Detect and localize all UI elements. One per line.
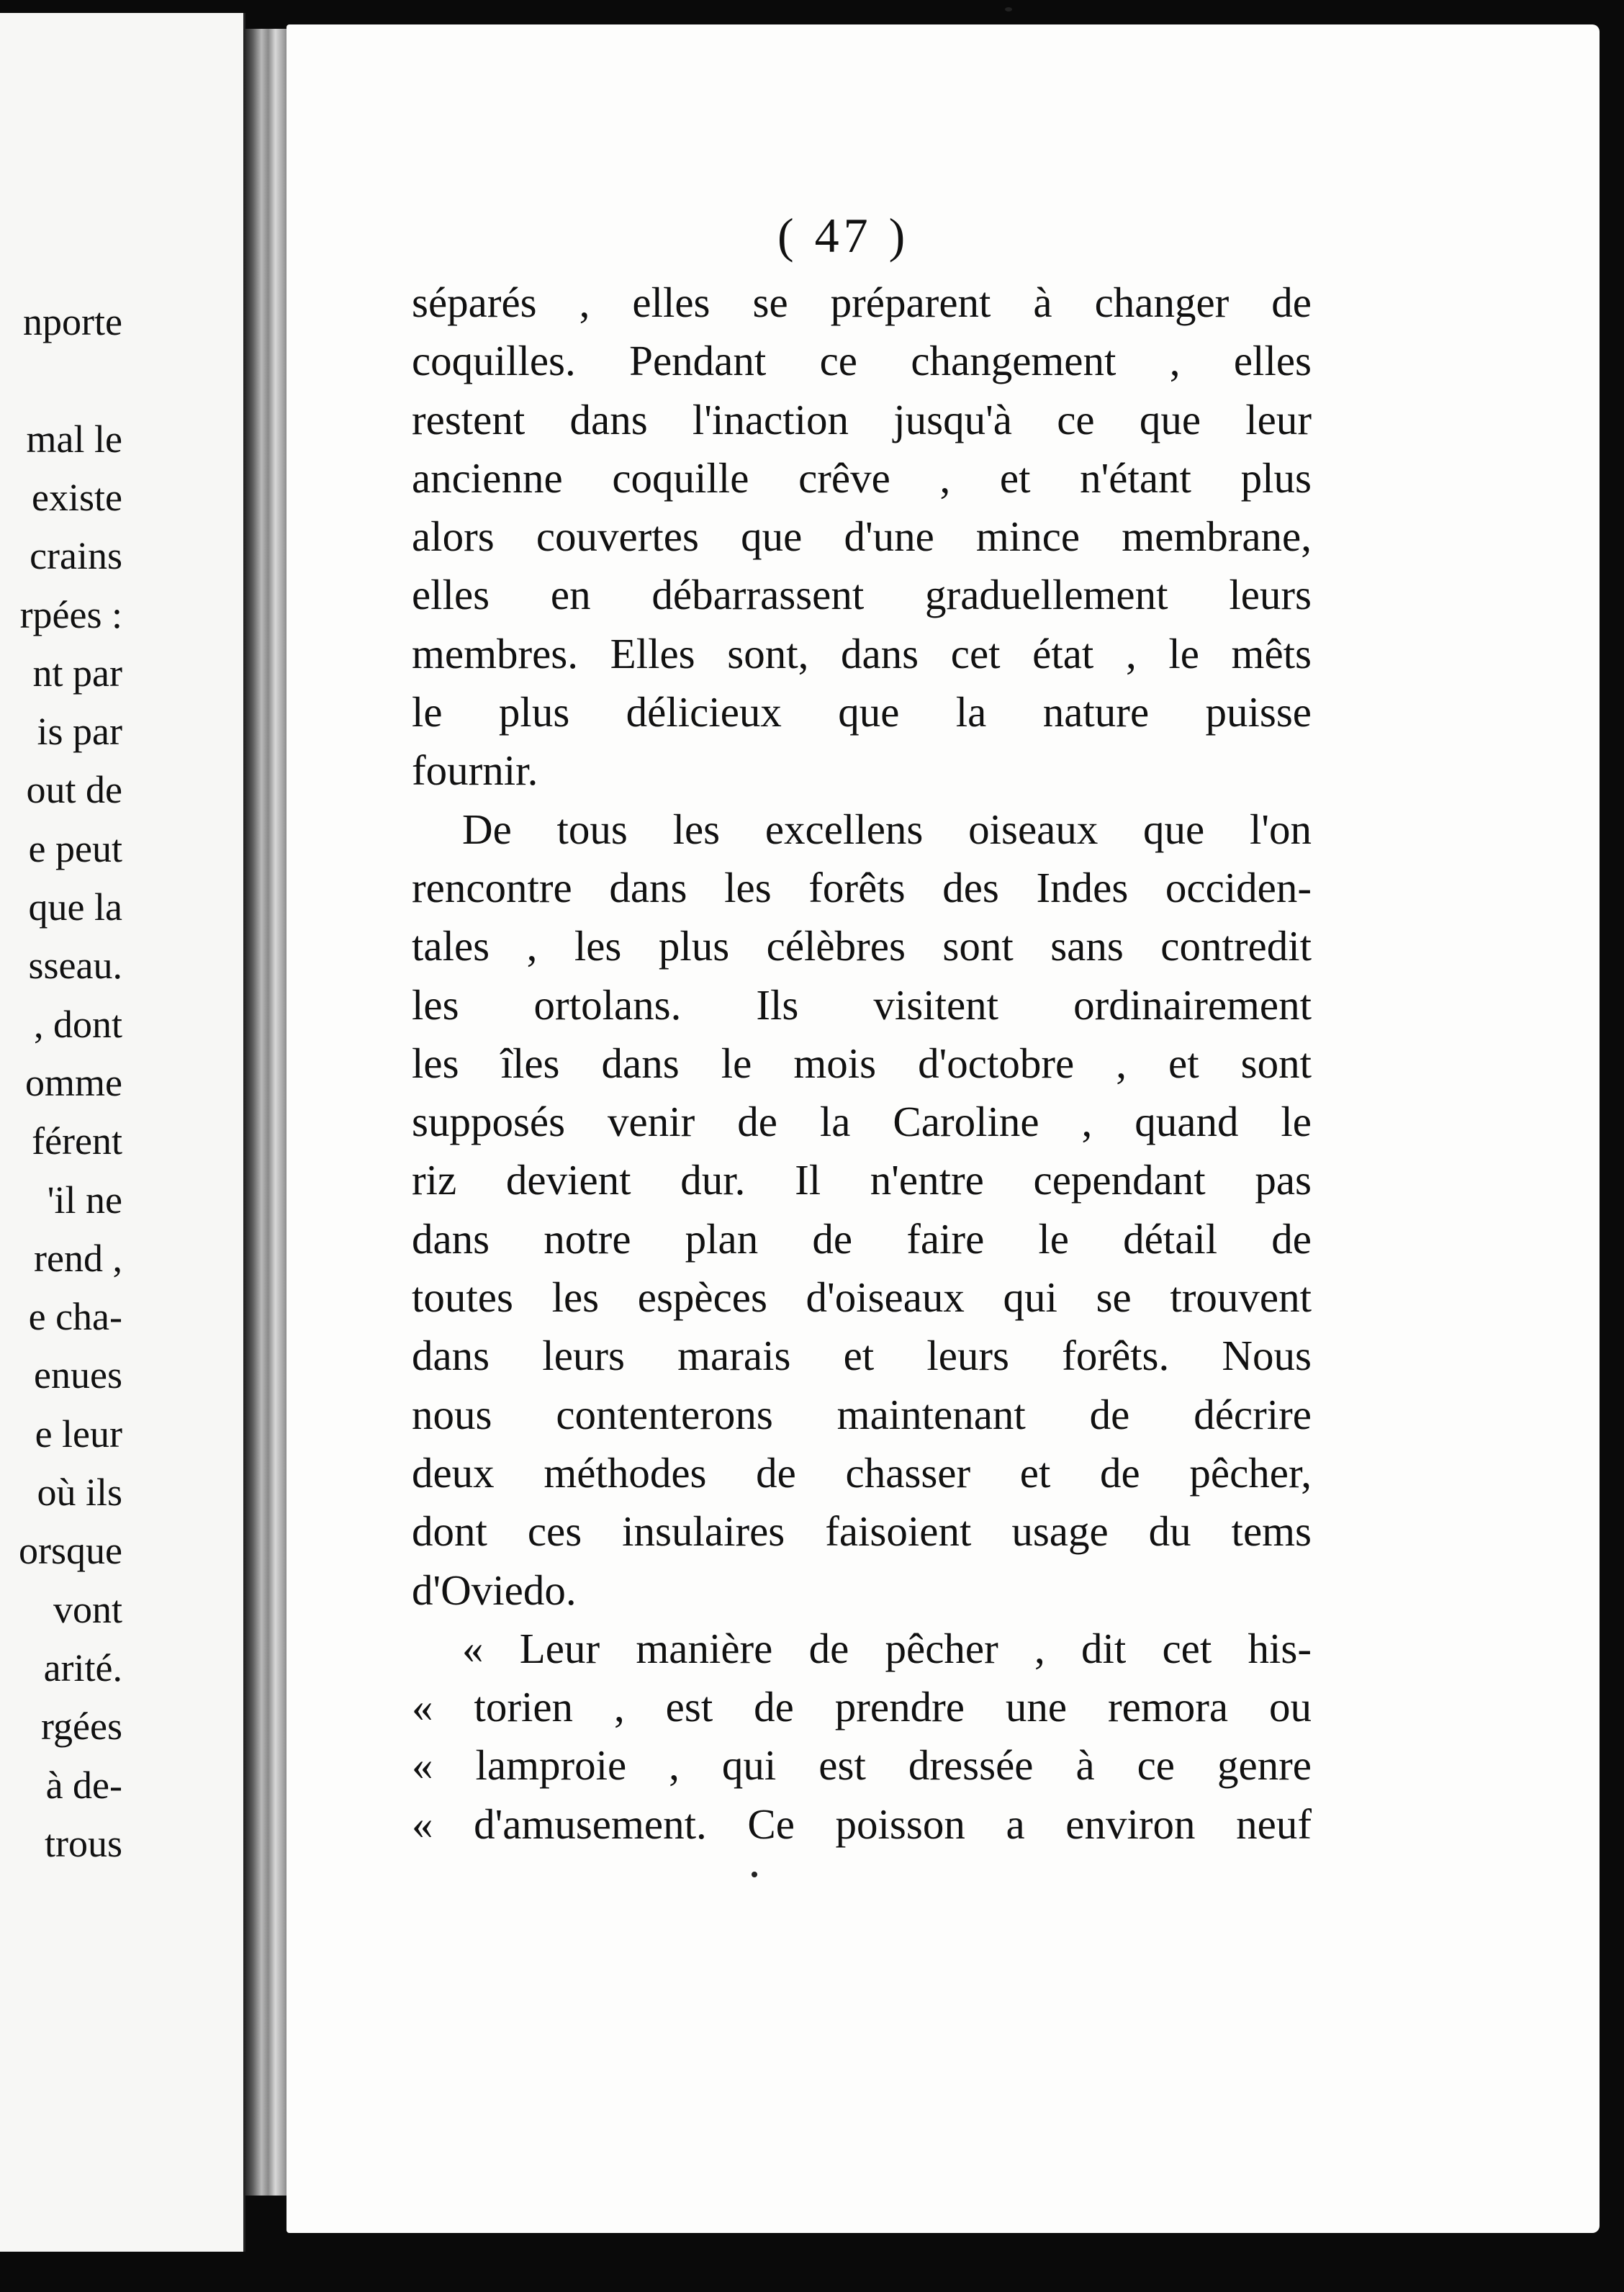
text-line: elles en débarrassent graduellement leurs	[412, 571, 1312, 619]
previous-page-line: à de-	[45, 1763, 122, 1807]
previous-page-line: enues	[34, 1353, 122, 1397]
previous-page-line: nporte	[23, 300, 122, 343]
ink-speck	[1005, 7, 1012, 12]
previous-page	[0, 13, 245, 2252]
text-line: toutes les espèces d'oiseaux qui se trouvent	[412, 1273, 1312, 1322]
text-line: le plus délicieux que la nature puisse	[412, 688, 1312, 736]
previous-page-line: férent	[32, 1119, 122, 1163]
text-line: dans leurs marais et leurs forêts. Nous	[412, 1332, 1312, 1380]
text-line: fournir.	[412, 746, 538, 795]
previous-page-line: 'il ne	[47, 1178, 122, 1222]
previous-page-line: sseau.	[28, 944, 122, 988]
previous-page-line: crains	[30, 534, 122, 578]
previous-page-line: e leur	[35, 1412, 122, 1456]
previous-page-line: rgées	[41, 1705, 122, 1749]
text-line: ancienne coquille crêve , et n'étant plus	[412, 454, 1312, 502]
text-line: « d'amusement. Ce poisson a environ neuf	[412, 1800, 1312, 1848]
page-body-text	[412, 274, 1312, 1854]
text-line: De tous les excellens oiseaux que l'on	[462, 805, 1312, 853]
previous-page-line: rend ,	[34, 1236, 122, 1280]
text-line: supposés venir de la Caroline , quand le	[412, 1098, 1312, 1146]
text-line: les ortolans. Ils visitent ordinairement	[412, 980, 1312, 1029]
text-line: alors couvertes que d'une mince membrane,	[412, 513, 1312, 561]
ink-speck	[752, 1872, 757, 1877]
text-line: séparés , elles se préparent à changer de	[412, 279, 1312, 326]
previous-page-line: e cha-	[28, 1295, 122, 1339]
text-line: d'Oviedo.	[412, 1566, 577, 1614]
previous-page-line: nt par	[32, 651, 122, 695]
previous-page-line: orsque	[19, 1529, 122, 1573]
text-line: deux méthodes de chasser et de pêcher,	[412, 1448, 1312, 1497]
text-line: coquilles. Pendant ce changement , elles	[412, 337, 1312, 385]
previous-page-line: omme	[25, 1060, 122, 1104]
text-line: rencontre dans les forêts des Indes occiden-	[412, 863, 1312, 911]
previous-page-text-edge	[0, 13, 243, 2252]
text-line: dans notre plan de faire le détail de	[412, 1214, 1312, 1263]
text-line: restent dans l'inaction jusqu'à ce que leur	[412, 395, 1312, 443]
previous-page-line: trous	[45, 1821, 122, 1865]
previous-page-line: rpées :	[19, 592, 122, 636]
text-line: les îles dans le mois d'octobre , et sont	[412, 1039, 1312, 1087]
previous-page-line: où ils	[37, 1471, 122, 1514]
previous-page-line: arité.	[43, 1646, 122, 1689]
previous-page-line: , dont	[33, 1002, 122, 1046]
previous-page-line: vont	[53, 1587, 122, 1631]
previous-page-line: is par	[37, 710, 122, 754]
text-line: tales , les plus célèbres sont sans contredit	[412, 922, 1312, 970]
previous-page-line: e peut	[28, 826, 122, 870]
text-line: membres. Elles sont, dans cet état , le mêts	[412, 629, 1312, 677]
text-line: dont ces insulaires faisoient usage du tems	[412, 1507, 1312, 1556]
previous-page-line: mal le	[26, 417, 122, 461]
text-line: « torien , est de prendre une remora ou	[412, 1683, 1312, 1731]
previous-page-line: existe	[32, 475, 122, 519]
text-line: nous contenterons maintenant de décrire	[412, 1390, 1312, 1438]
page-number: ( 47 )	[777, 208, 910, 263]
previous-page-line: out de	[26, 768, 122, 812]
text-line: « lamproie , qui est dressée à ce genre	[412, 1741, 1312, 1790]
text-line: « Leur manière de pêcher , dit cet his-	[462, 1624, 1312, 1672]
text-line: riz devient dur. Il n'entre cependant pas	[412, 1156, 1312, 1204]
previous-page-line: que la	[28, 885, 122, 929]
